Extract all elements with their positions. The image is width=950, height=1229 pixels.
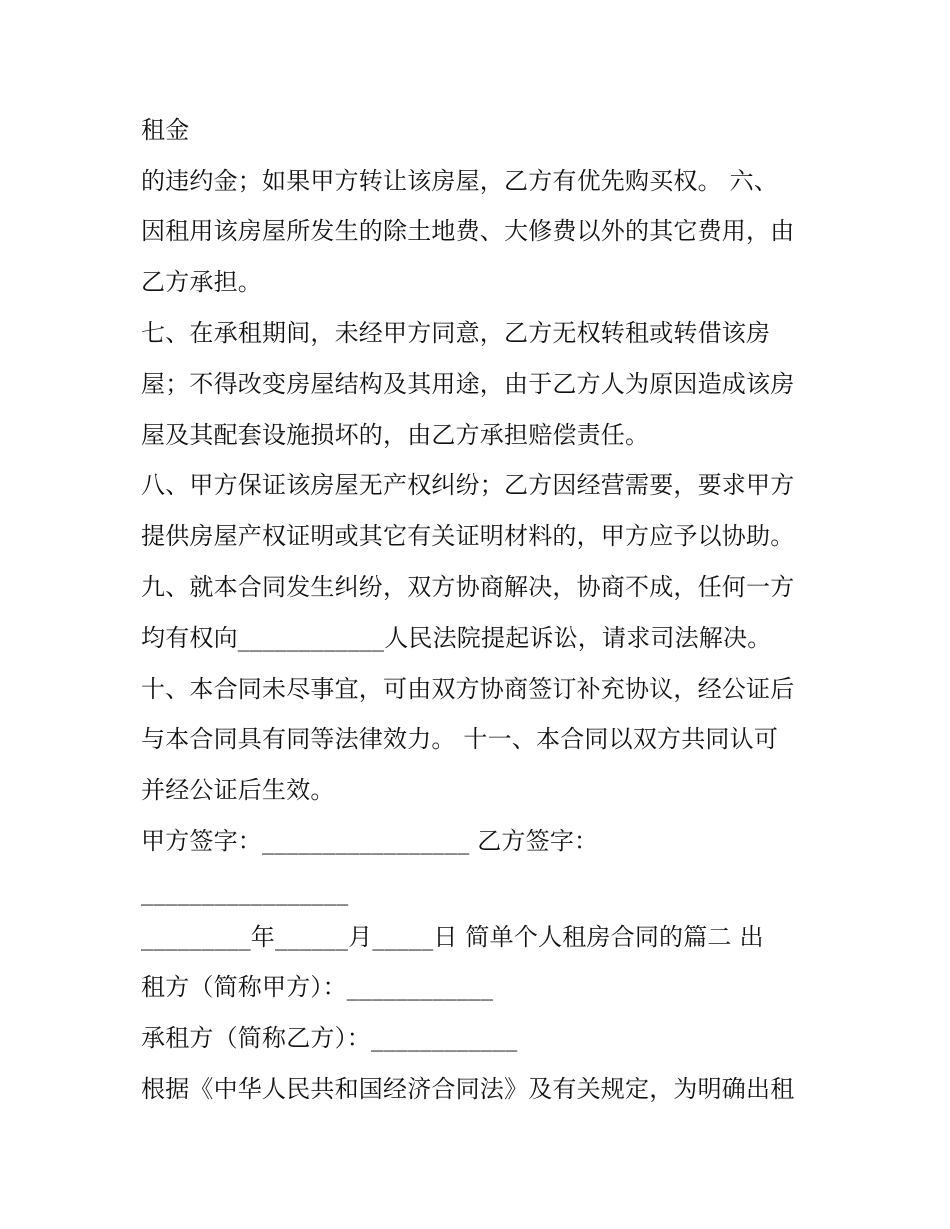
text-line: 承租方（简称乙方）：____________ <box>141 1024 518 1052</box>
text-line: 根据《中华人民共和国经济合同法》及有关规定，为明确出租 <box>141 1075 795 1103</box>
signature-line: 甲方签字：_________________ 乙方签字： <box>141 827 599 855</box>
text-line: 租金 <box>141 116 190 144</box>
text-line: 与本合同具有同等法律效力。 十一、本合同以双方共同认可 <box>141 725 779 753</box>
text-line: 均有权向____________人民法院提起诉讼，请求司法解决。 <box>141 624 772 652</box>
text-line: 租方（简称甲方）：____________ <box>141 973 494 1001</box>
text-line: 屋及其配套设施损坏的，由乙方承担赔偿责任。 <box>141 421 650 449</box>
text-line: 因租用该房屋所发生的除土地费、大修费以外的其它费用，由 <box>141 217 795 245</box>
date-line: _________年______月_____日 简单个人租房合同的篇二 出 <box>141 923 764 951</box>
text-line: 八、甲方保证该房屋无产权纠纷；乙方因经营需要，要求甲方 <box>141 471 795 499</box>
text-line: 乙方承担。 <box>141 268 262 296</box>
text-line: 的违约金；如果甲方转让该房屋，乙方有优先购买权。 六、 <box>141 167 779 195</box>
signature-blank: _________________ <box>141 878 349 906</box>
text-line: 九、就本合同发生纠纷，双方协商解决，协商不成，任何一方 <box>141 573 795 601</box>
text-line: 提供房屋产权证明或其它有关证明材料的，甲方应予以协助。 <box>141 522 795 550</box>
text-line: 十、本合同未尽事宜，可由双方协商签订补充协议，经公证后 <box>141 675 795 703</box>
text-line: 七、在承租期间，未经甲方同意，乙方无权转租或转借该房 <box>141 319 771 347</box>
text-line: 屋；不得改变房屋结构及其用途，由于乙方人为原因造成该房 <box>141 370 795 398</box>
text-line: 并经公证后生效。 <box>141 776 335 804</box>
